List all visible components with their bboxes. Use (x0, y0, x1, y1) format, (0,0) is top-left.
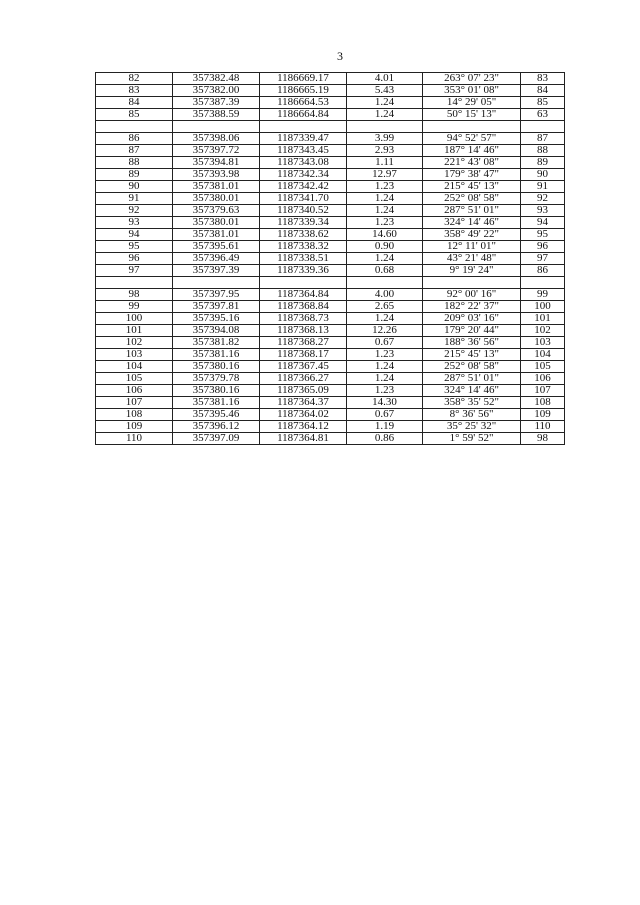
point-number-cell: 84 (96, 97, 173, 109)
distance-cell: 1.23 (347, 385, 423, 397)
y-coordinate-cell: 1187368.84 (260, 301, 347, 313)
x-coordinate-cell: 357394.08 (173, 325, 260, 337)
next-point-cell: 83 (521, 73, 565, 85)
empty-cell (423, 121, 521, 133)
table-row (96, 337, 565, 349)
table-row (96, 157, 565, 169)
next-point-cell: 92 (521, 193, 565, 205)
next-point-cell: 104 (521, 349, 565, 361)
x-coordinate-cell: 357397.09 (173, 433, 260, 445)
empty-cell (347, 277, 423, 289)
next-point-cell: 95 (521, 229, 565, 241)
table-row (96, 133, 565, 145)
x-coordinate-cell: 357388.59 (173, 109, 260, 121)
bearing-cell: 324° 14' 46" (423, 385, 521, 397)
empty-cell (173, 277, 260, 289)
bearing-cell: 179° 20' 44" (423, 325, 521, 337)
point-number-cell: 104 (96, 361, 173, 373)
y-coordinate-cell: 1187340.52 (260, 205, 347, 217)
coordinates-table-body (96, 73, 565, 445)
y-coordinate-cell: 1187339.34 (260, 217, 347, 229)
point-number-cell: 103 (96, 349, 173, 361)
x-coordinate-cell: 357380.01 (173, 217, 260, 229)
point-number-cell: 99 (96, 301, 173, 313)
point-number-cell: 100 (96, 313, 173, 325)
distance-cell: 0.67 (347, 409, 423, 421)
x-coordinate-cell: 357381.01 (173, 181, 260, 193)
y-coordinate-cell: 1187343.45 (260, 145, 347, 157)
next-point-cell: 106 (521, 373, 565, 385)
bearing-cell: 94° 52' 57" (423, 133, 521, 145)
x-coordinate-cell: 357380.16 (173, 385, 260, 397)
distance-cell: 4.00 (347, 289, 423, 301)
empty-cell (347, 121, 423, 133)
point-number-cell: 101 (96, 325, 173, 337)
table-row (96, 181, 565, 193)
table-row (96, 85, 565, 97)
point-number-cell: 87 (96, 145, 173, 157)
point-number-cell: 105 (96, 373, 173, 385)
next-point-cell: 94 (521, 217, 565, 229)
table-row (96, 385, 565, 397)
table-row (96, 73, 565, 85)
y-coordinate-cell: 1187339.47 (260, 133, 347, 145)
group-separator-row (96, 121, 565, 133)
y-coordinate-cell: 1187338.62 (260, 229, 347, 241)
empty-cell (260, 277, 347, 289)
next-point-cell: 86 (521, 265, 565, 277)
y-coordinate-cell: 1187368.27 (260, 337, 347, 349)
point-number-cell: 92 (96, 205, 173, 217)
bearing-cell: 8° 36' 56" (423, 409, 521, 421)
bearing-cell: 252° 08' 58" (423, 193, 521, 205)
y-coordinate-cell: 1187364.84 (260, 289, 347, 301)
bearing-cell: 353° 01' 08" (423, 85, 521, 97)
bearing-cell: 287° 51' 01" (423, 205, 521, 217)
table-row (96, 349, 565, 361)
bearing-cell: 324° 14' 46" (423, 217, 521, 229)
x-coordinate-cell: 357394.81 (173, 157, 260, 169)
y-coordinate-cell: 1186669.17 (260, 73, 347, 85)
x-coordinate-cell: 357396.12 (173, 421, 260, 433)
point-number-cell: 82 (96, 73, 173, 85)
table-row (96, 433, 565, 445)
table-row (96, 97, 565, 109)
table-row (96, 169, 565, 181)
bearing-cell: 215° 45' 13" (423, 349, 521, 361)
x-coordinate-cell: 357395.61 (173, 241, 260, 253)
next-point-cell: 91 (521, 181, 565, 193)
empty-cell (96, 121, 173, 133)
table-row (96, 109, 565, 121)
point-number-cell: 85 (96, 109, 173, 121)
x-coordinate-cell: 357380.16 (173, 361, 260, 373)
y-coordinate-cell: 1187366.27 (260, 373, 347, 385)
distance-cell: 1.11 (347, 157, 423, 169)
bearing-cell: 43° 21' 48" (423, 253, 521, 265)
bearing-cell: 263° 07' 23" (423, 73, 521, 85)
bearing-cell: 1° 59' 52" (423, 433, 521, 445)
x-coordinate-cell: 357382.48 (173, 73, 260, 85)
next-point-cell: 98 (521, 433, 565, 445)
point-number-cell: 83 (96, 85, 173, 97)
point-number-cell: 90 (96, 181, 173, 193)
x-coordinate-cell: 357395.16 (173, 313, 260, 325)
next-point-cell: 85 (521, 97, 565, 109)
x-coordinate-cell: 357381.16 (173, 349, 260, 361)
bearing-cell: 92° 00' 16" (423, 289, 521, 301)
distance-cell: 1.24 (347, 361, 423, 373)
table-row (96, 325, 565, 337)
empty-cell (423, 277, 521, 289)
y-coordinate-cell: 1186664.53 (260, 97, 347, 109)
x-coordinate-cell: 357397.95 (173, 289, 260, 301)
bearing-cell: 209° 03' 16" (423, 313, 521, 325)
bearing-cell: 9° 19' 24" (423, 265, 521, 277)
y-coordinate-cell: 1187341.70 (260, 193, 347, 205)
table-row (96, 361, 565, 373)
point-number-cell: 96 (96, 253, 173, 265)
next-point-cell: 109 (521, 409, 565, 421)
x-coordinate-cell: 357379.78 (173, 373, 260, 385)
table-row (96, 265, 565, 277)
table-row (96, 193, 565, 205)
next-point-cell: 93 (521, 205, 565, 217)
distance-cell: 14.60 (347, 229, 423, 241)
x-coordinate-cell: 357379.63 (173, 205, 260, 217)
bearing-cell: 188° 36' 56" (423, 337, 521, 349)
table-row (96, 301, 565, 313)
coordinates-table (95, 72, 565, 445)
bearing-cell: 182° 22' 37" (423, 301, 521, 313)
x-coordinate-cell: 357387.39 (173, 97, 260, 109)
table-row (96, 241, 565, 253)
distance-cell: 0.86 (347, 433, 423, 445)
y-coordinate-cell: 1187338.32 (260, 241, 347, 253)
y-coordinate-cell: 1187342.34 (260, 169, 347, 181)
empty-cell (521, 277, 565, 289)
distance-cell: 1.24 (347, 205, 423, 217)
distance-cell: 3.99 (347, 133, 423, 145)
next-point-cell: 63 (521, 109, 565, 121)
y-coordinate-cell: 1186665.19 (260, 85, 347, 97)
page-number: 3 (337, 49, 343, 63)
distance-cell: 2.93 (347, 145, 423, 157)
point-number-cell: 94 (96, 229, 173, 241)
next-point-cell: 107 (521, 385, 565, 397)
point-number-cell: 108 (96, 409, 173, 421)
x-coordinate-cell: 357395.46 (173, 409, 260, 421)
table-row (96, 253, 565, 265)
distance-cell: 1.24 (347, 313, 423, 325)
next-point-cell: 108 (521, 397, 565, 409)
next-point-cell: 101 (521, 313, 565, 325)
x-coordinate-cell: 357381.16 (173, 397, 260, 409)
y-coordinate-cell: 1187338.51 (260, 253, 347, 265)
table-row (96, 289, 565, 301)
bearing-cell: 287° 51' 01" (423, 373, 521, 385)
x-coordinate-cell: 357382.00 (173, 85, 260, 97)
bearing-cell: 358° 49' 22" (423, 229, 521, 241)
x-coordinate-cell: 357380.01 (173, 193, 260, 205)
x-coordinate-cell: 357381.01 (173, 229, 260, 241)
next-point-cell: 110 (521, 421, 565, 433)
x-coordinate-cell: 357381.82 (173, 337, 260, 349)
bearing-cell: 215° 45' 13" (423, 181, 521, 193)
next-point-cell: 102 (521, 325, 565, 337)
y-coordinate-cell: 1187364.12 (260, 421, 347, 433)
distance-cell: 1.24 (347, 109, 423, 121)
bearing-cell: 14° 29' 05" (423, 97, 521, 109)
distance-cell: 0.67 (347, 337, 423, 349)
next-point-cell: 84 (521, 85, 565, 97)
distance-cell: 12.26 (347, 325, 423, 337)
next-point-cell: 103 (521, 337, 565, 349)
next-point-cell: 88 (521, 145, 565, 157)
point-number-cell: 110 (96, 433, 173, 445)
distance-cell: 5.43 (347, 85, 423, 97)
table-row (96, 421, 565, 433)
empty-cell (521, 121, 565, 133)
y-coordinate-cell: 1187364.81 (260, 433, 347, 445)
next-point-cell: 96 (521, 241, 565, 253)
x-coordinate-cell: 357398.06 (173, 133, 260, 145)
next-point-cell: 89 (521, 157, 565, 169)
point-number-cell: 91 (96, 193, 173, 205)
distance-cell: 0.68 (347, 265, 423, 277)
next-point-cell: 97 (521, 253, 565, 265)
distance-cell: 0.90 (347, 241, 423, 253)
point-number-cell: 109 (96, 421, 173, 433)
table-row (96, 373, 565, 385)
x-coordinate-cell: 357397.81 (173, 301, 260, 313)
bearing-cell: 35° 25' 32" (423, 421, 521, 433)
y-coordinate-cell: 1186664.84 (260, 109, 347, 121)
table-row (96, 409, 565, 421)
distance-cell: 1.24 (347, 97, 423, 109)
point-number-cell: 88 (96, 157, 173, 169)
empty-cell (96, 277, 173, 289)
bearing-cell: 179° 38' 47" (423, 169, 521, 181)
distance-cell: 4.01 (347, 73, 423, 85)
bearing-cell: 252° 08' 58" (423, 361, 521, 373)
distance-cell: 1.23 (347, 181, 423, 193)
distance-cell: 1.24 (347, 373, 423, 385)
bearing-cell: 12° 11' 01" (423, 241, 521, 253)
bearing-cell: 187° 14' 46" (423, 145, 521, 157)
next-point-cell: 87 (521, 133, 565, 145)
x-coordinate-cell: 357396.49 (173, 253, 260, 265)
table-row (96, 217, 565, 229)
point-number-cell: 107 (96, 397, 173, 409)
distance-cell: 2.65 (347, 301, 423, 313)
next-point-cell: 105 (521, 361, 565, 373)
bearing-cell: 221° 43' 08" (423, 157, 521, 169)
y-coordinate-cell: 1187368.73 (260, 313, 347, 325)
bearing-cell: 50° 15' 13" (423, 109, 521, 121)
point-number-cell: 97 (96, 265, 173, 277)
y-coordinate-cell: 1187368.17 (260, 349, 347, 361)
y-coordinate-cell: 1187364.02 (260, 409, 347, 421)
table-row (96, 397, 565, 409)
y-coordinate-cell: 1187339.36 (260, 265, 347, 277)
bearing-cell: 358° 35' 52" (423, 397, 521, 409)
table-row (96, 145, 565, 157)
distance-cell: 1.23 (347, 349, 423, 361)
y-coordinate-cell: 1187364.37 (260, 397, 347, 409)
empty-cell (260, 121, 347, 133)
point-number-cell: 102 (96, 337, 173, 349)
point-number-cell: 89 (96, 169, 173, 181)
y-coordinate-cell: 1187343.08 (260, 157, 347, 169)
y-coordinate-cell: 1187367.45 (260, 361, 347, 373)
table-row (96, 229, 565, 241)
distance-cell: 1.24 (347, 193, 423, 205)
distance-cell: 14.30 (347, 397, 423, 409)
x-coordinate-cell: 357397.39 (173, 265, 260, 277)
empty-cell (173, 121, 260, 133)
distance-cell: 1.19 (347, 421, 423, 433)
x-coordinate-cell: 357397.72 (173, 145, 260, 157)
table-row (96, 205, 565, 217)
next-point-cell: 99 (521, 289, 565, 301)
table-row (96, 313, 565, 325)
point-number-cell: 86 (96, 133, 173, 145)
point-number-cell: 98 (96, 289, 173, 301)
distance-cell: 1.24 (347, 253, 423, 265)
group-separator-row (96, 277, 565, 289)
next-point-cell: 100 (521, 301, 565, 313)
distance-cell: 12.97 (347, 169, 423, 181)
distance-cell: 1.23 (347, 217, 423, 229)
point-number-cell: 106 (96, 385, 173, 397)
y-coordinate-cell: 1187368.13 (260, 325, 347, 337)
next-point-cell: 90 (521, 169, 565, 181)
y-coordinate-cell: 1187365.09 (260, 385, 347, 397)
y-coordinate-cell: 1187342.42 (260, 181, 347, 193)
x-coordinate-cell: 357393.98 (173, 169, 260, 181)
point-number-cell: 95 (96, 241, 173, 253)
point-number-cell: 93 (96, 217, 173, 229)
